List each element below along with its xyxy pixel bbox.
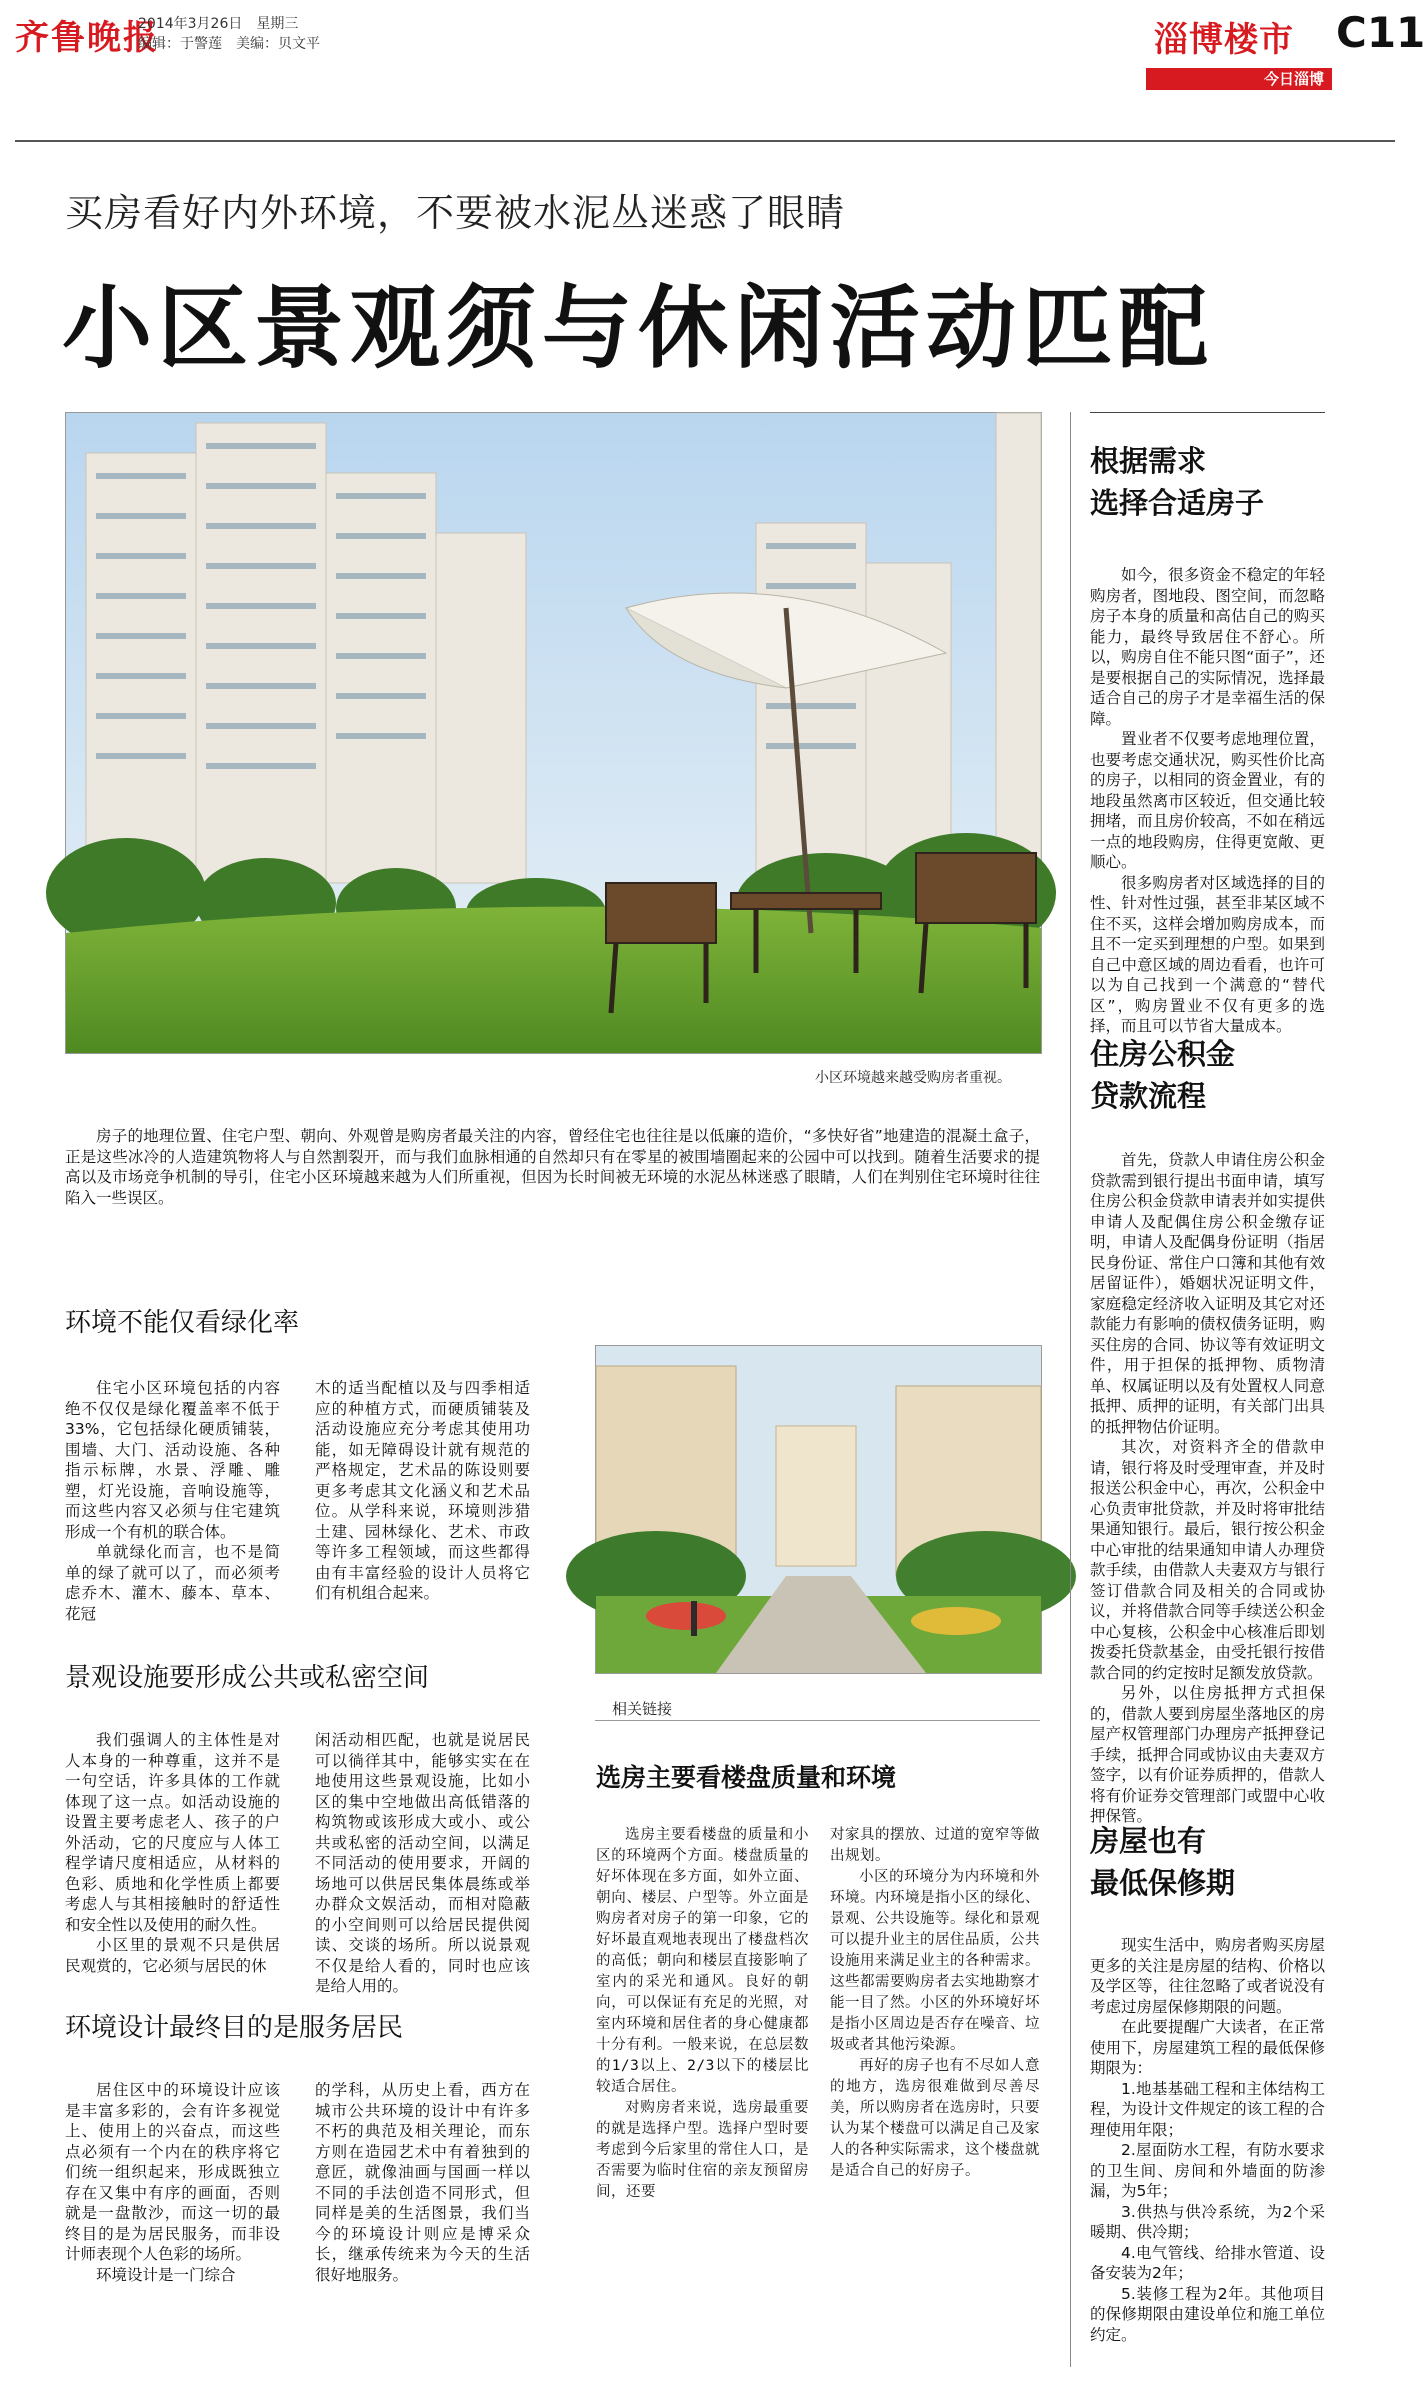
related-link-tag: 相关链接	[612, 1700, 673, 1718]
heading-line: 住房公积金	[1090, 1037, 1236, 1071]
paragraph: 居住区中的环境设计应该是丰富多彩的，会有许多视觉上、使用上的兴奋点，而这些点必须有一个内在的秩序将它们统一组织起来，形成既独立存在又集中有序的画面，否则就是一盘散沙，而这一切的最终目的是为居民服务，而非设计师表现个人色彩的场所。	[65, 2081, 280, 2263]
paragraph: 1.地基基础工程和主体结构工程，为设计文件规定的该工程的合理使用年限；	[1090, 2079, 1325, 2139]
related-col2	[830, 1825, 1040, 2182]
paragraph: 对家具的摆放、过道的宽窄等做出规划。	[830, 1827, 1040, 1864]
lead-text: 房子的地理位置、住宅户型、朝向、外观曾是购房者最关注的内容，曾经住宅也往往是以低廉的造价，“多快好省”地建造的混凝土盒子，正是这些冰冷的人造建筑物将人与自然割裂开，而与我们血脉相通的自然却只有在零星的被围墙圈起来的公园中可以找到。随着生活要求的提高以及市场竞争机制的导引，住宅小区环境越来越为人们所重视，但因为长时间被无环境的水泥丛林迷惑了眼睛，人们在判别住宅环境时往往陷入一些误区。	[65, 1127, 1040, 1207]
heading-line: 贷款流程	[1090, 1079, 1207, 1113]
section-facilities-col1	[65, 1730, 280, 1976]
sidebar-needs-body	[1090, 565, 1325, 1037]
header-divider	[15, 140, 1395, 142]
issue-info	[138, 14, 320, 54]
paragraph: 对购房者来说，选房最重要的就是选择户型。选择户型时要考虑到今后家里的常住人口，是否需要为临时住宿的亲友预留房间，还要	[596, 2100, 809, 2200]
main-photo-caption: 小区环境越来越受购房者重视。	[815, 1070, 1011, 1086]
main-photo	[65, 412, 1042, 1054]
section-title: 淄博楼市	[1154, 20, 1294, 60]
sidebar-heading-fund	[1090, 1033, 1235, 1117]
paragraph: 住宅小区环境包括的内容绝不仅仅是绿化覆盖率不低于33%，它包括绿化硬质铺装，围墙、大门、活动设施、各种指示标牌，水景、浮雕、雕塑，灯光设施，音响设施等，而这些内容又必须与住宅建筑形成一个有机的联合体。	[65, 1379, 280, 1541]
lead-paragraph	[65, 1126, 1040, 1208]
paragraph: 2.屋面防水工程，有防水要求的卫生间、房间和外墙面的防渗漏，为5年；	[1090, 2141, 1325, 2200]
masthead-logo: 齐鲁晚报	[15, 18, 159, 58]
section-greenery-col1	[65, 1378, 280, 1624]
sidebar-heading-warranty	[1090, 1820, 1235, 1904]
paragraph: 闲活动相匹配，也就是说居民可以徜徉其中，能够实实在在地使用这些景观设施，比如小区的集中空地做出高低错落的构筑物或该形成大或小、或公共或私密的活动空间，以满足不同活动的使用要求，开阔的场地可以供居民集体晨练或举办群众文娱活动，而相对隐蔽的小空间则可以给居民提供阅读、交谈的场所。所以说景观不仅是给人看的，同时也应该是给人用的。	[315, 1731, 530, 1995]
sidebar-top-rule	[1090, 412, 1325, 413]
paragraph: 选房主要看楼盘的质量和小区的环境两个方面。楼盘质量的好坏体现在多方面，如外立面、朝向、楼层、户型等。外立面是购房者对房子的第一印象，它的好坏最直观地表现出了楼盘档次的高低；朝向和楼层直接影响了室内的采光和通风。良好的朝向，可以保证有充足的光照，对室内环境和居住者的身心健康都十分有利。一般来说，在总层数的1/3以上、2/3以下的楼层比较适合居住。	[596, 1827, 809, 2095]
paragraph: 如今，很多资金不稳定的年轻购房者，图地段、图空间，而忽略房子本身的质量和高估自己的购买能力，最终导致居住不舒心。所以，购房自住不能只图“面子”，还是要根据自己的实际情况，选择最适合自己的房子才是幸福生活的保障。	[1090, 566, 1325, 728]
paragraph: 的学科，从历史上看，西方在城市公共环境的设计中有许多不朽的典范及相关理论，而东方则在造园艺术中有着独到的意匠，就像油画与国画一样以不同的手法创造不同形式，但同样是美的生活图景，我们当今的环境设计则应是博采众长，继承传统来为今天的生活很好地服务。	[315, 2081, 530, 2284]
sidebar-rule	[1070, 412, 1071, 2367]
garden-path-illustration	[596, 1346, 1041, 1673]
paragraph: 置业者不仅要考虑地理位置，也要考虑交通状况，购买性价比高的房子，以相同的资金置业，有的地段虽然离市区较近，但交通比较拥堵，而且房价较高，不如在稍远一点的地段购房，住得更宽敞、更顺心。	[1090, 730, 1325, 871]
section-heading-service: 环境设计最终目的是服务居民	[65, 2013, 404, 2043]
paragraph: 环境设计是一门综合	[96, 2265, 236, 2284]
garden-path-photo	[595, 1345, 1042, 1674]
section-subtitle: 今日淄博	[1146, 68, 1332, 90]
article-subheadline: 买房看好内外环境，不要被水泥丛迷惑了眼睛	[65, 191, 846, 235]
paragraph: 我们强调人的主体性是对人本身的一种尊重，这并不是一句空话，许多具体的工作就体现了这一点。如活动设施的设置主要考虑老人、孩子的户外活动，它的尺度应与人体工程学请尺度相适应，从材料的色彩、质地和化学性质上都要考虑人与其相接触时的舒适性和安全性以及使用的耐久性。	[65, 1731, 280, 1934]
heading-line: 选择合适房子	[1090, 486, 1265, 520]
paragraph: 在此要提醒广大读者，在正常使用下，房屋建筑工程的最低保修期限为：	[1090, 2018, 1325, 2077]
issue-date: 2014年3月26日 星期三	[138, 16, 299, 32]
paragraph: 小区里的景观不只是供居民观赏的，它必须与居民的休	[65, 1936, 280, 1975]
section-greenery-col2	[315, 1378, 530, 1604]
paragraph: 木的适当配植以及与四季相适应的种植方式，而硬质铺装及活动设施应充分考虑其使用功能，如无障碍设计就有规范的严格规定，艺术品的陈设则要更多考虑其文化涵义和艺术品位。从学科来说，环境则涉猎土建、园林绿化、艺术、市政等许多工程领域，而这些都得由有丰富经验的设计人员将它们有机组合起来。	[315, 1379, 530, 1602]
section-facilities-col2	[315, 1730, 530, 1997]
paragraph: 很多购房者对区域选择的目的性、针对性过强，甚至非某区域不住不买，这样会增加购房成本，而且不一定买到理想的户型。如果到自己中意区域的周边看看，也许可以为自己找到一个满意的“替代区”，购房置业不仅有更多的选择，而且可以节省大量成本。	[1090, 873, 1325, 1035]
section-service-col2	[315, 2080, 530, 2285]
editors-credit: 编辑：于警莲 美编：贝文平	[138, 36, 320, 52]
paragraph: 首先，贷款人申请住房公积金贷款需到银行提出书面申请，填写住房公积金贷款申请表并如实提供申请人及配偶住房公积金缴存证明，申请人及配偶身份证明（指居民身份证、常住户口簿和其他有效居留证件），婚姻状况证明文件，家庭稳定经济收入证明及其它对还款能力有影响的债权债务证明，购买住房的合同、协议等有效证明文件，用于担保的抵押物、质物清单、权属证明以及有处置权人同意抵押、质押的证明，有关部门出具的抵押物估价证明。	[1090, 1151, 1325, 1436]
paragraph: 小区的环境分为内环境和外环境。内环境是指小区的绿化、景观、公共设施等。绿化和景观可以提升业主的居住品质，公共设施用来满足业主的各种需求。这些都需要购房者去实地勘察才能一目了然。小区的外环境好坏是指小区周边是否存在噪音、垃圾或者其他污染源。	[830, 1869, 1040, 2053]
garden-scene-illustration	[66, 413, 1041, 1053]
section-service-col1	[65, 2080, 280, 2285]
section-banner	[1146, 10, 1332, 88]
paragraph: 其次，对资料齐全的借款申请，银行将及时受理审查，并及时报送公积金中心，再次，公积金中心负责审批贷款，并及时将审批结果通知银行。最后，银行按公积金中心审批的结果通知申请人办理贷款手续，由借款人夫妻双方与银行签订借款合同及相关的合同或协议，并将借款合同等手续送公积金中心复核，公积金中心核准后即划拨委托贷款基金，由受托银行按借款合同的约定按时足额发放贷款。	[1090, 1438, 1325, 1682]
section-heading-greenery: 环境不能仅看绿化率	[65, 1308, 300, 1338]
related-divider	[595, 1720, 1040, 1721]
page-number: C11	[1336, 8, 1425, 57]
section-heading-facilities: 景观设施要形成公共或私密空间	[65, 1663, 430, 1693]
paragraph: 另外，以住房抵押方式担保的，借款人要到房屋坐落地区的房屋产权管理部门办理房产抵押登记手续，抵押合同或协议由夫妻双方签字，以有价证券质押的，借款人将有价证券交管理部门或盟中心收押保管。	[1090, 1684, 1325, 1825]
paragraph: 3.供热与供冷系统，为2个采暖期、供冷期；	[1090, 2202, 1325, 2241]
heading-line: 房屋也有	[1090, 1824, 1207, 1858]
paragraph: 4.电气管线、给排水管道、设备安装为2年；	[1090, 2243, 1325, 2282]
paragraph: 现实生活中，购房者购买房屋更多的关注是房屋的结构、价格以及学区等，往往忽略了或者说没有考虑过房屋保修期限的问题。	[1090, 1936, 1325, 2016]
heading-line: 最低保修期	[1090, 1866, 1236, 1900]
sidebar-heading-needs	[1090, 440, 1264, 524]
related-col1	[596, 1825, 809, 2203]
sidebar-fund-body	[1090, 1150, 1325, 1827]
related-heading: 选房主要看楼盘质量和环境	[596, 1763, 897, 1792]
article-headline: 小区景观须与休闲活动匹配	[62, 276, 1214, 381]
paragraph: 再好的房子也有不尽如人意的地方，选房很难做到尽善尽美，所以购房者在选房时，只要认为某个楼盘可以满足自己及家人的各种实际需求，这个楼盘就是适合自己的好房子。	[830, 2058, 1040, 2179]
heading-line: 根据需求	[1090, 444, 1207, 478]
sidebar-warranty-body	[1090, 1935, 1325, 2345]
paragraph: 5.装修工程为2年。其他项目的保修期限由建设单位和施工单位约定。	[1090, 2284, 1325, 2344]
paragraph: 单就绿化而言，也不是简单的绿了就可以了，而必须考虑乔木、灌木、藤本、草本、花冠	[65, 1543, 280, 1623]
